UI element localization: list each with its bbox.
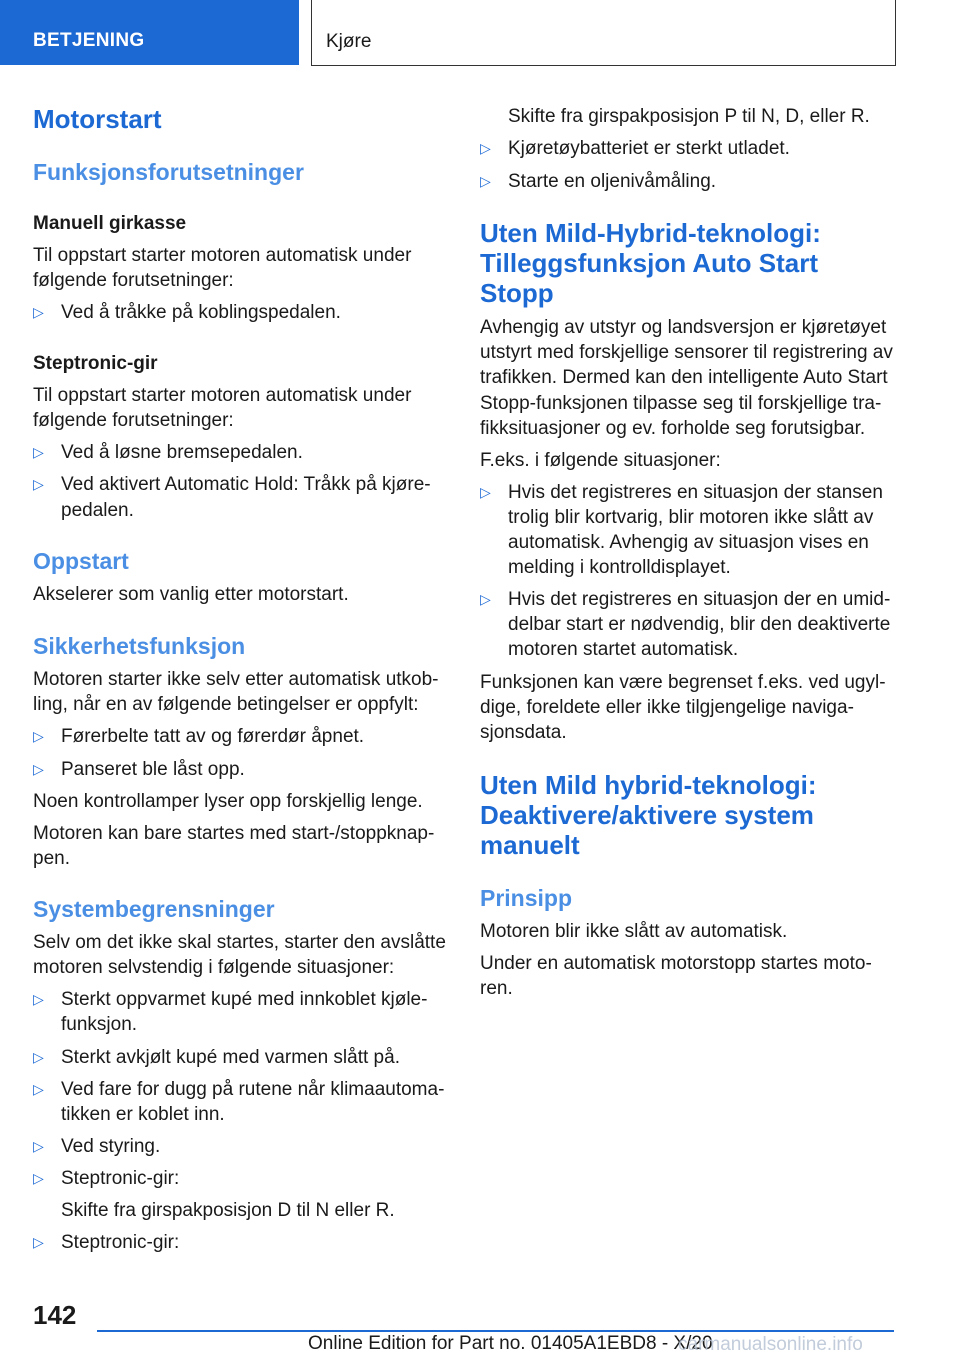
paragraph-line: ling, når en av følgende betingelser er oppfylt: [33, 694, 419, 715]
list-item: ▷ Hvis det registreres en situasjon der stansen [480, 480, 883, 506]
paragraph-line: Motoren blir ikke slått av automatisk. [480, 921, 788, 942]
bullet-arrow-icon: ▷ [33, 304, 44, 320]
paragraph-line: Funksjonen kan være begrenset f.eks. ved ugyl- [480, 672, 886, 693]
paragraph-line: Til oppstart starter motoren automatisk under [33, 245, 412, 266]
heading-uten-mild-hybrid: Uten Mild-Hybrid-teknologi: [480, 218, 821, 248]
heading-systembegrensninger: Systembegrensninger [33, 896, 275, 922]
paragraph-line: utstyrt med forskjellige sensorer til registrering av [480, 342, 893, 363]
heading-oppstart: Oppstart [33, 548, 129, 574]
paragraph-line: Motoren kan bare startes med start-/stoppknap- [33, 823, 435, 844]
paragraph-line: Motoren starter ikke selv etter automatisk utkob- [33, 669, 439, 690]
list-item-continuation: delbar start er nødvendig, blir den deaktiverte [508, 614, 891, 635]
bullet-arrow-icon: ▷ [33, 728, 44, 744]
paragraph-line: trafikken. Dermed kan den intelligente Auto Start [480, 367, 888, 388]
bullet-arrow-icon: ▷ [480, 173, 491, 189]
list-item: ▷ Ved å tråkke på koblingspedalen. [33, 300, 341, 326]
list-item-continuation: funksjon. [61, 1014, 138, 1035]
bullet-arrow-icon: ▷ [480, 140, 491, 156]
heading-deaktivere-system: Uten Mild hybrid-teknologi: [480, 770, 817, 800]
list-item-continuation: motoren startet automatisk. [508, 639, 739, 660]
heading-prinsipp: Prinsipp [480, 885, 573, 911]
heading-deaktivere-system: manuelt [480, 830, 580, 860]
paragraph-line: pen. [33, 848, 70, 869]
bullet-arrow-icon: ▷ [33, 1170, 44, 1186]
paragraph-line: følgende forutsetninger: [33, 270, 234, 291]
list-item: ▷ Kjøretøybatteriet er sterkt utladet. [480, 136, 790, 162]
list-item: ▷ Panseret ble låst opp. [33, 757, 245, 783]
footer-edition: Online Edition for Part no. 01405A1EBD8 - X/20 [308, 1333, 713, 1354]
heading-uten-mild-hybrid: Stopp [480, 278, 554, 308]
heading-steptronic-gir: Steptronic-gir [33, 353, 158, 374]
list-item: ▷ Ved å løsne bremsepedalen. [33, 440, 303, 466]
paragraph-line: Stopp-funksjonen tilpasse seg til forskjellige tra- [480, 393, 882, 414]
list-item: ▷ Starte en oljenivåmåling. [480, 169, 716, 195]
list-item-continuation: automatisk. Avhengig av situasjon vises en [508, 532, 869, 553]
paragraph-line: Selv om det ikke skal startes, starter den avslåtte [33, 932, 446, 953]
bullet-arrow-icon: ▷ [33, 444, 44, 460]
paragraph-line: Noen kontrollamper lyser opp forskjellig lenge. [33, 791, 423, 812]
list-item-continuation: trolig blir kortvarig, blir motoren ikke slått av [508, 507, 874, 528]
bullet-arrow-icon: ▷ [33, 1234, 44, 1250]
list-item: ▷ Sterkt avkjølt kupé med varmen slått på. [33, 1045, 400, 1071]
list-item: ▷ Sterkt oppvarmet kupé med innkoblet kjøle- [33, 987, 427, 1013]
list-item: ▷ Steptronic-gir: [33, 1166, 179, 1192]
paragraph-line: Under en automatisk motorstopp startes moto- [480, 953, 872, 974]
list-item-continuation: tikken er koblet inn. [61, 1104, 225, 1125]
paragraph-line: sjonsdata. [480, 722, 567, 743]
heading-funksjonsforutsetninger: Funksjonsforutsetninger [33, 159, 304, 185]
paragraph-line: følgende forutsetninger: [33, 410, 234, 431]
paragraph-line: fikksituasjoner og ev. forholde seg forutsigbar. [480, 418, 866, 439]
watermark: carmanualsonline.info [678, 1334, 863, 1355]
list-item: ▷ Hvis det registreres en situasjon der en umid- [480, 587, 890, 613]
list-item-continuation: Skifte fra girspakposisjon P til N, D, eller R. [508, 106, 870, 127]
list-item: ▷ Ved fare for dugg på rutene når klimaautoma- [33, 1077, 444, 1103]
heading-motorstart: Motorstart [33, 104, 162, 134]
heading-deaktivere-system: Deaktivere/aktivere system [480, 800, 814, 830]
paragraph-line: ren. [480, 978, 513, 999]
paragraph-line: Avhengig av utstyr og landsversjon er kjøretøyet [480, 317, 887, 338]
bullet-arrow-icon: ▷ [33, 1138, 44, 1154]
section-tab [0, 0, 299, 65]
chapter-header [311, 0, 896, 66]
heading-manuell-girkasse: Manuell girkasse [33, 213, 187, 234]
bullet-arrow-icon: ▷ [480, 484, 491, 500]
paragraph-line: Akselerer som vanlig etter motorstart. [33, 584, 349, 605]
bullet-arrow-icon: ▷ [33, 1081, 44, 1097]
section-tab-label: BETJENING [33, 30, 145, 51]
list-item: ▷ Ved aktivert Automatic Hold: Tråkk på kjøre- [33, 472, 431, 498]
page-number: 142 [33, 1300, 77, 1330]
bullet-arrow-icon: ▷ [33, 1049, 44, 1065]
bullet-arrow-icon: ▷ [33, 991, 44, 1007]
list-item: ▷ Steptronic-gir: [33, 1230, 179, 1256]
heading-uten-mild-hybrid: Tilleggsfunksjon Auto Start [480, 248, 819, 278]
heading-sikkerhetsfunksjon: Sikkerhetsfunksjon [33, 633, 246, 659]
paragraph-line: motoren selvstendig i følgende situasjoner: [33, 957, 395, 978]
list-item-continuation: melding i kontrolldisplayet. [508, 557, 731, 578]
chapter-title: Kjøre [326, 31, 372, 52]
bullet-arrow-icon: ▷ [480, 591, 491, 607]
paragraph-line: F.eks. i følgende situasjoner: [480, 450, 721, 471]
paragraph-line: Til oppstart starter motoren automatisk under [33, 385, 412, 406]
list-item-continuation: Skifte fra girspakposisjon D til N eller R. [61, 1200, 395, 1221]
bullet-arrow-icon: ▷ [33, 761, 44, 777]
footer-divider [97, 1330, 894, 1332]
list-item: ▷ Førerbelte tatt av og førerdør åpnet. [33, 724, 364, 750]
list-item: ▷ Ved styring. [33, 1134, 160, 1160]
bullet-arrow-icon: ▷ [33, 476, 44, 492]
list-item-continuation: pedalen. [61, 500, 134, 521]
paragraph-line: dige, foreldete eller ikke tilgjengelige naviga- [480, 697, 854, 718]
